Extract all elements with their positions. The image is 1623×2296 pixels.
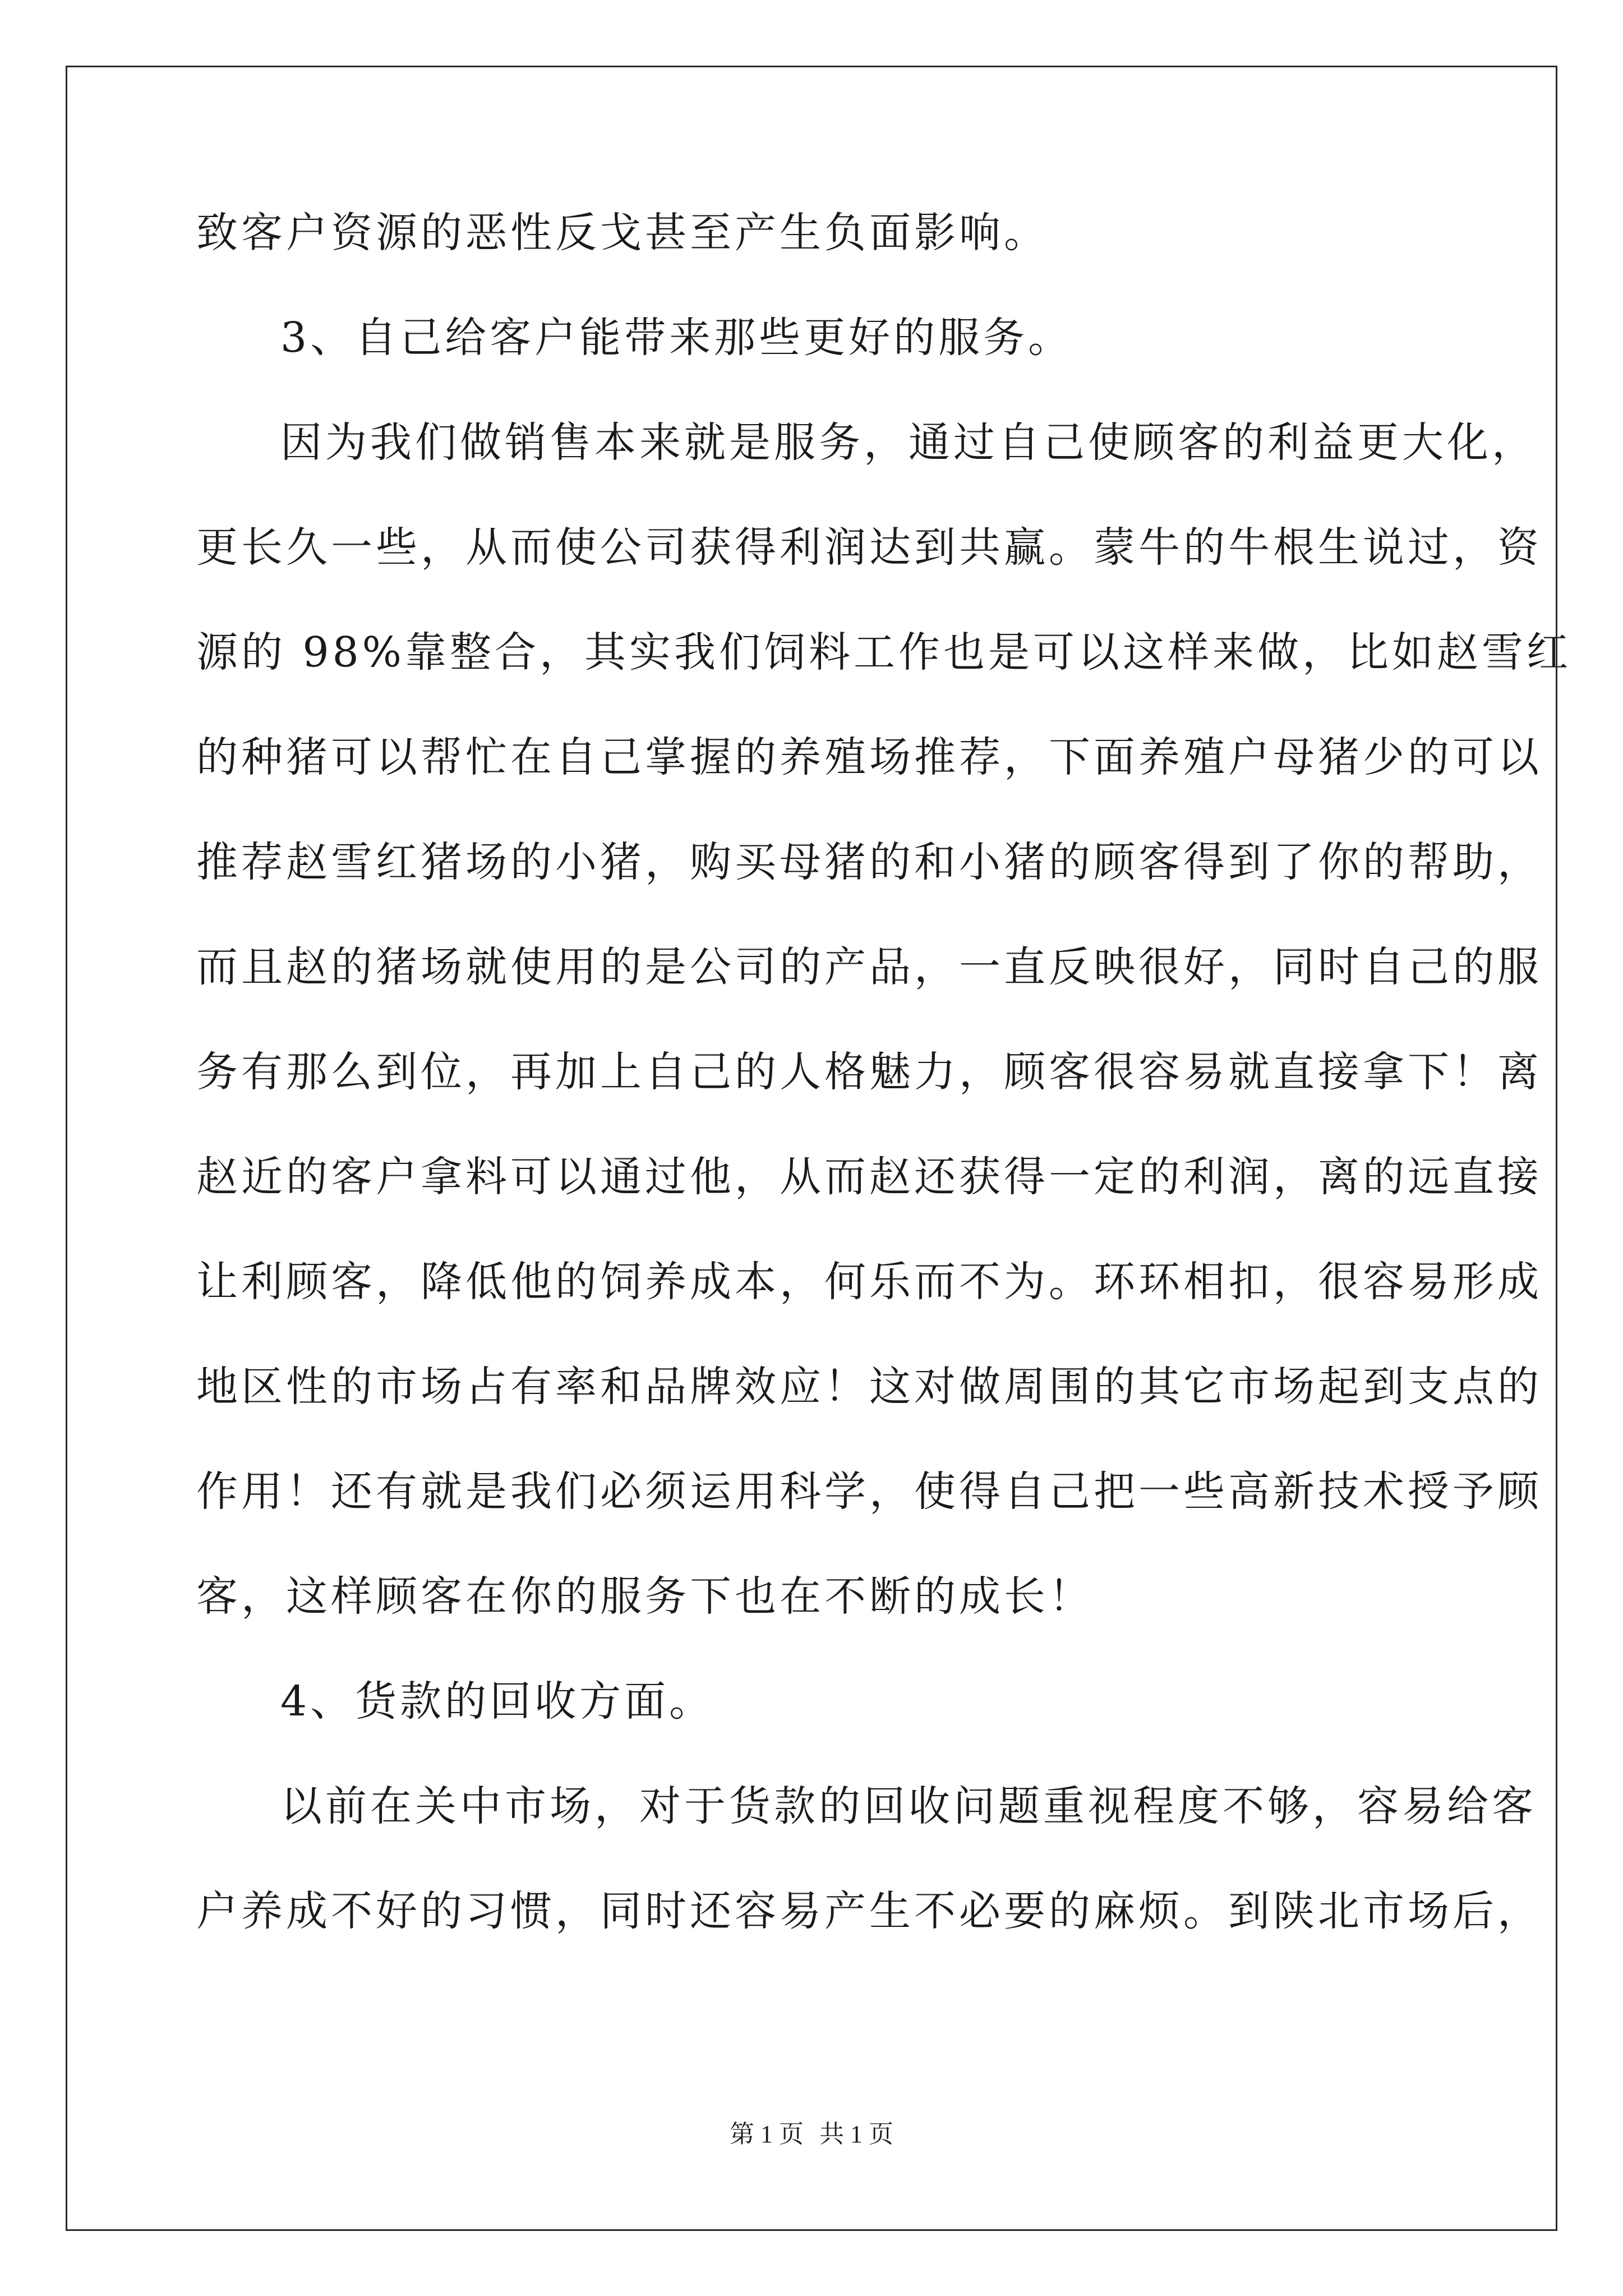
text-line: 源的 98%靠整合，其实我们饲料工作也是可以这样来做，比如赵雪红: [196, 628, 1571, 677]
text-line: 而且赵的猪场就使用的是公司的产品，一直反映很好，同时自己的服: [196, 943, 1542, 991]
section-heading: 3、自己给客户能带来那些更好的服务。: [280, 314, 1073, 362]
text-line: 致客户资源的恶性反戈甚至产生负面影响。: [196, 209, 1049, 257]
page-count: 共 1 页: [819, 2120, 893, 2148]
text-line: 地区性的市场占有率和品牌效应！这对做周围的其它市场起到支点的: [196, 1363, 1542, 1411]
text-line: 的种猪可以帮忙在自己掌握的养殖场推荐，下面养殖户母猪少的可以: [196, 733, 1542, 781]
text-line: 赵近的客户拿料可以通过他，从而赵还获得一定的利润，离的远直接: [196, 1153, 1542, 1201]
text-line: 让利顾客，降低他的饲养成本，何乐而不为。环环相扣，很容易形成: [196, 1258, 1542, 1306]
text-line: 推荐赵雪红猪场的小猪，购买母猪的和小猪的顾客得到了你的帮助，: [196, 838, 1542, 886]
text-line: 务有那么到位，再加上自己的人格魅力，顾客很容易就直接拿下！离: [196, 1048, 1542, 1096]
paragraph-first-line: 因为我们做销售本来就是服务，通过自己使顾客的利益更大化，: [280, 418, 1537, 467]
text-line: 户养成不好的习惯，同时还容易产生不必要的麻烦。到陕北市场后，: [196, 1887, 1542, 1935]
text-line: 客，这样顾客在你的服务下也在不断的成长！: [196, 1572, 1094, 1621]
section-heading: 4、货款的回收方面。: [280, 1677, 714, 1726]
text-line: 作用！还有就是我们必须运用科学，使得自己把一些高新技术授予顾: [196, 1467, 1542, 1516]
text-line: 更长久一些，从而使公司获得利润达到共赢。蒙牛的牛根生说过，资: [196, 523, 1542, 572]
page-footer: [0, 2118, 1623, 2151]
paragraph-first-line: 以前在关中市场，对于货款的回收问题重视程度不够，容易给客: [280, 1782, 1537, 1830]
page-number: 第 1 页: [730, 2120, 804, 2148]
